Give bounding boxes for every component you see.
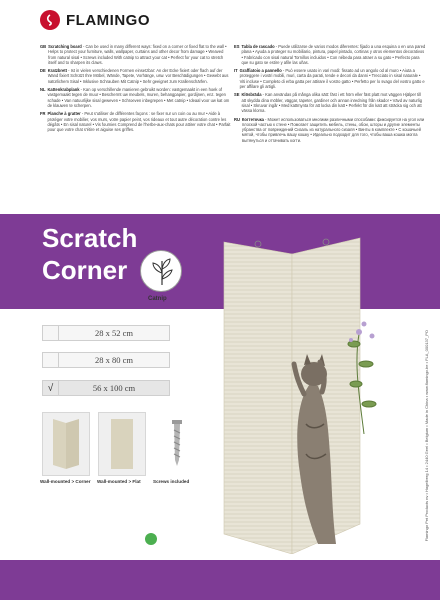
screw-icon xyxy=(154,412,202,476)
text-column-left xyxy=(40,44,232,135)
manufacturer-info: Flamingo Pet Products nv • Hagelberg 14 • 2440 Geel • Belgium • Made in China • www.flamingo.be • FLA_000137_PO xyxy=(424,330,429,542)
lang-code: ES xyxy=(234,44,240,49)
title-line-1: Scratch xyxy=(42,223,138,253)
catnip-leaf-icon xyxy=(140,250,182,292)
product-title xyxy=(42,222,137,286)
lang-body: - Kan op verschillende manieren gebruikt worden: vastgemaakt in een hoek of vastgemaakt tegen de muur • Beschermt uw meubels, muren, behangpapier, gordijnen, enz. tegen schade • Van natuurlijke sisal geweven • Schroeven inbegrepen • Met catnip • Ideaal voor uw kat om de klauwen te scherpen. xyxy=(47,87,230,108)
thumb-caption-screws: Screws included xyxy=(153,479,190,484)
recycle-icon xyxy=(145,533,157,545)
brand-logo xyxy=(40,10,150,30)
lang-title: Kratzbrett xyxy=(47,68,68,74)
brand-name: FLAMINGO xyxy=(66,11,150,29)
lang-title: Kattenkrabplank xyxy=(47,87,80,93)
thumb-caption-flat: Wall-mounted > Flat xyxy=(97,479,141,484)
lang-code: SE xyxy=(234,92,240,98)
title-line-2: Corner xyxy=(42,255,128,285)
size-label: 28 x 80 cm xyxy=(94,355,133,365)
size-option-large xyxy=(42,380,170,396)
lang-block-de xyxy=(40,68,232,84)
lang-block-se xyxy=(234,92,426,113)
product-photo xyxy=(214,224,384,554)
size-label: 28 x 52 cm xyxy=(94,328,133,338)
lang-body: - Può essere usato in vari modi: fissato ad un angolo od al muro • Aiuta a proteggere i vostri mobili, muri, carta da parati, tende e decori da danni • Trecciato in sisal naturale • Viti incluse • Completo di erba gatta per attirare il vostro gatto • Perfetto per lo svago del vostro gatto e per affilare gli artigli. xyxy=(239,68,425,90)
lang-block-it xyxy=(234,68,426,89)
lang-block-es xyxy=(234,44,426,65)
lang-title: Когтеточка xyxy=(241,116,264,122)
lang-code: FR xyxy=(40,111,46,117)
size-checkbox xyxy=(43,326,59,340)
lang-block-ru xyxy=(234,117,426,143)
lang-block-gb xyxy=(40,44,232,65)
size-option-medium xyxy=(42,352,170,368)
flamingo-logo-icon xyxy=(40,10,60,30)
lang-body: - Может использоваться многими различными способами: фиксируется на угол или плоской частью к стене • Помогает защитить мебель, стены, обои, шторы и другие элементы убранства от повреждений Сизаль из натурального сизаля • Винты в комплекте • С кошачьей мятой, чтобы привлечь вашу кошку • Идеально подходит для того, чтобы ваша кошка могла вытянуться и оттачивать когти. xyxy=(241,116,425,143)
lang-body: - Kan användas på många olika sätt: fäst i ett hörn eller fäst platt mot väggen Hjälper till att skydda dina möbler, väggar, tapeter, gardiner och annan inredning från skador • Vävd av naturlig sisal • Skruvar ingår • Med kattmynta för att locka din katt • Perfekt för din katt att sträcka sig och att vässa klorna. xyxy=(241,92,423,114)
thumb-caption-corner: Wall-mounted > Corner xyxy=(40,479,91,484)
lang-block-fr xyxy=(40,111,232,132)
size-option-small xyxy=(42,325,170,341)
thumb-corner-mount xyxy=(42,412,90,476)
lang-title: Scratching board xyxy=(48,44,82,49)
lang-code: RU xyxy=(234,116,240,122)
catnip-label: Catnip xyxy=(148,296,167,302)
text-column-right xyxy=(234,44,426,146)
catnip-badge xyxy=(132,250,194,306)
lang-code: DE xyxy=(40,68,46,74)
lang-code: NL xyxy=(40,87,46,93)
thumb-flat-mount xyxy=(98,412,146,476)
size-label: 56 x 100 cm xyxy=(92,383,136,393)
lang-code: IT xyxy=(234,68,238,74)
lang-title: Klösbräda xyxy=(241,92,262,98)
purple-bottom-band xyxy=(0,560,440,600)
size-checkbox xyxy=(43,353,59,367)
lang-title: Tabla de rascado xyxy=(241,44,275,49)
lang-body: - Peut s'utiliser de différentes façons : se fixer sur un coin ou au mur • Aide à protéger votre mobilier, vos murs, votre papier peint, vos rideaux et tout autre décoration contre les dégâts • En sisal naturel • Vis fournies Comprend de l'herbe-aux-chats pour attirer votre chat • Parfait pour que votre chat s'étire et aiguise ses griffes. xyxy=(47,111,231,133)
lang-title: Graffiatoio a pannello xyxy=(239,68,282,74)
lang-body: - Puede utilizarse de varios modos diferentes: fijado a una esquina o en una pared plana • Ayuda a proteger su mobiliario, pintura, papel pintado, cortinas y otros elementos decorativos • Fabricado con sisal natural Tornillos incluidos • Con nébeda para atraer a su gato • Perfecto para que su gato se estire y afile las uñas. xyxy=(241,44,426,65)
lang-code: GB xyxy=(40,44,47,49)
lang-body: - Can be used in many different ways: fixed on a corner or fixed flat to the wall • Helps to protect your furniture, walls, wallpaper, curtains and other decor from damage • Weaved from natural sisal • Screws included With catnip to attract your cat • Perfect for your cat to stretch itself and to sharpen its claws. xyxy=(48,44,227,65)
lang-block-nl xyxy=(40,87,232,108)
lang-title: Planche à gratter xyxy=(47,111,81,117)
size-checkbox-checked: √ xyxy=(43,381,59,395)
lang-body: - Ist in vielen verschiedenen Formen einsetzbar: An der Ecke fixiert oder flach auf der Wand fixiert Schützt Ihre Möbel, Wände, Tapete, Vorhänge, usw. vor Beschädigungen • Gewebt aus natürlichem Sisal • Inklusive Schrauben Mit Catnip • Sehr geeignet zum Krallenschärfen. xyxy=(47,68,229,84)
